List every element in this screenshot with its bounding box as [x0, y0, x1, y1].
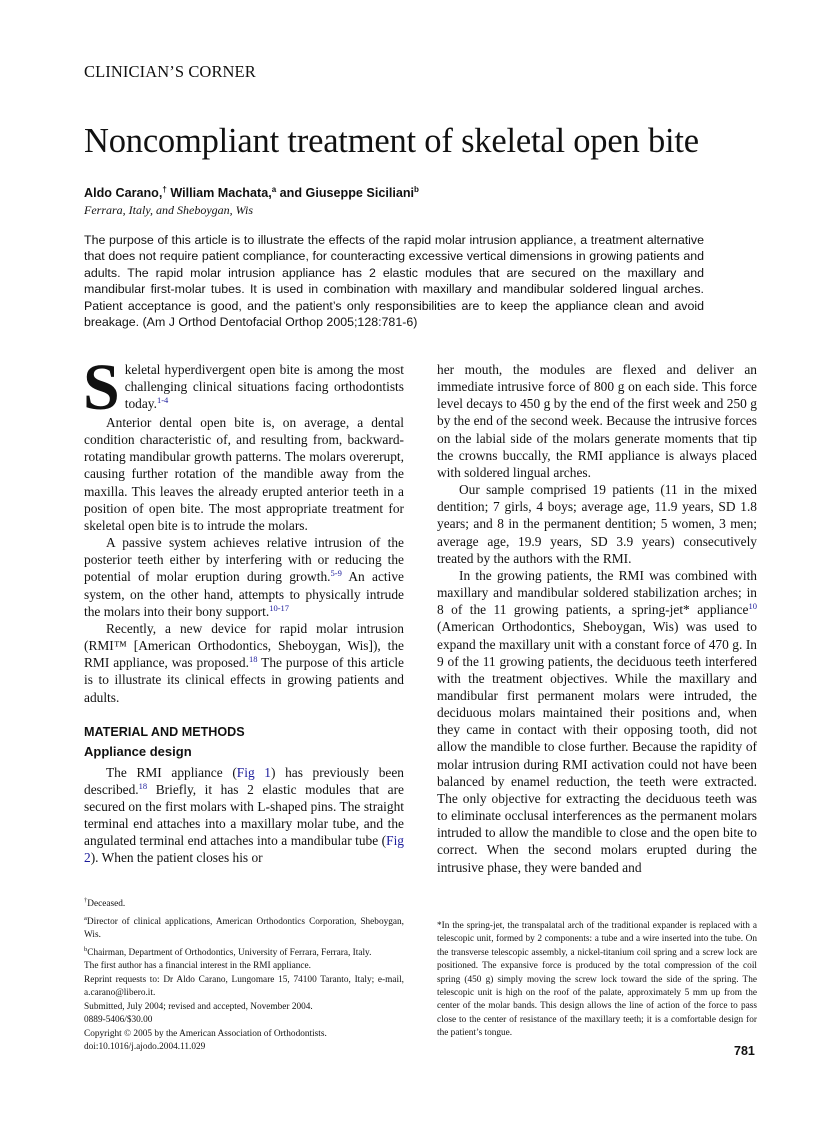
- drop-cap: S: [83, 351, 120, 424]
- footnote: [84, 943, 404, 961]
- paragraph-text: The RMI appliance (: [106, 764, 237, 780]
- author-list: [84, 185, 419, 200]
- intro-paragraph: [83, 351, 404, 424]
- figure-link[interactable]: Fig 2: [84, 833, 404, 866]
- footnote-mark: a: [84, 914, 87, 922]
- paragraph: her mouth, the modules are flexed and deliver an immediate intrusive force of 800 g on each side. This force level decays to 450 g by the end of the first week and 250 g by the end of the second week. Because the intrusive forces on the labial side of the molars generate moments that tip the crowns buccally, the RMI appliance is always placed with soldered lingual arches.: [437, 362, 757, 480]
- author-mark: b: [414, 185, 419, 194]
- footnotes-left: [84, 894, 404, 1055]
- figure-link[interactable]: Fig 1: [236, 764, 271, 780]
- footnote: 0889-5406/$30.00: [84, 1015, 153, 1026]
- paragraph: [84, 620, 404, 706]
- section-heading: MATERIAL AND METHODS: [84, 724, 245, 739]
- section-label: CLINICIAN’S CORNER: [84, 62, 256, 81]
- paragraph-text: Recently, a new device for rapid molar intrusion (RMI™ [American Orthodontics, Sheboygan, Wis]), the RMI appliance, was proposed.: [84, 620, 404, 671]
- reference-link[interactable]: 1-4: [156, 395, 169, 406]
- paragraph-text: ). When the patient closes his or: [90, 850, 263, 866]
- reference-link[interactable]: 5-9: [330, 568, 342, 579]
- left-column: [83, 351, 405, 867]
- reference-link[interactable]: 18: [138, 780, 148, 791]
- paragraph-text: keletal hyperdivergent open bite is among the most challenging clinical situations facing orthodontists today.: [124, 362, 404, 412]
- footnote-text: Director of clinical applications, American Orthodontics Corporation, Sheboygan, Wis.: [84, 916, 404, 941]
- author-mark: a: [271, 185, 277, 194]
- footnote: The first author has a financial interest in the RMI appliance.: [84, 961, 311, 972]
- footnote: [84, 894, 404, 912]
- footnote: Reprint requests to: Dr Aldo Carano, Lungomare 15, 74100 Taranto, Italy; e-mail, a.carano@libero.it.: [84, 974, 404, 999]
- paragraph-text: Briefly, it has 2 elastic modules that are secured on the first molars with L-shaped pins. The straight terminal end attaches into a maxillary molar tube, and the angulated terminal end attaches into a mandibular tube (: [84, 781, 404, 849]
- footnote-text: Deceased.: [87, 899, 126, 910]
- author-mark: †: [162, 185, 167, 194]
- author-name: and Giuseppe Siciliani: [276, 186, 415, 201]
- footnote-mark: b: [84, 945, 88, 953]
- reference-link[interactable]: 10-17: [269, 602, 290, 613]
- paragraph-text: An active system, on the other hand, attempts to physically intrude the molars into their bony support.: [84, 569, 404, 619]
- doi: doi:10.1016/j.ajodo.2004.11.029: [84, 1042, 206, 1053]
- footnote-mark: †: [84, 897, 88, 904]
- author-name: Aldo Carano,: [84, 186, 163, 201]
- paragraph-text: A passive system achieves relative intrusion of the posterior teeth either by interfering with or reducing the potential of molar eruption during growth.: [84, 535, 404, 585]
- footnote-spring-jet: *In the spring-jet, the transpalatal arch of the traditional expander is replaced with a telescopic unit, formed by 2 components: a tube and a wire inserted into the tube. On the transverse telescopic assembly, a nickel-titanium coil spring and a screw lock are positioned. The expansive force is produced by the total compression of the coil spring (450 g) simply moving the screw lock toward the side of the spring. The telescopic unit is high on the roof of the palate, approximately 5 mm up from the center of the molar bands. This design allows the line of action of the force to pass close to the center of resistance of the maxillary teeth; it is a comfortable design for the patient’s tongue.: [437, 921, 757, 1039]
- article-title: Noncompliant treatment of skeletal open bite: [84, 122, 699, 160]
- paragraph: [84, 764, 404, 867]
- author-name: William Machata,: [166, 186, 272, 201]
- reference-link[interactable]: 18: [248, 654, 258, 665]
- reference-link[interactable]: 10: [748, 601, 757, 612]
- paragraph-text: (American Orthodontics, Sheboygan, Wis) was used to expand the maxillary unit with a constant force of 470 g. In 9 of the 11 growing patients, the deciduous teeth interfered with the treatment objectives. While the maxillary and mandibular first permanent molars were intruded, the deciduous molars maintained their positions and, when they came in contact with their opposing tooth, did not allow the mandible to close further. Because the rapidity of molar intrusion during RMI activation could not have been balanced by enamel reduction, the teeth were extracted. The only objective for extracting the deciduous teeth was to eliminate occlusal interferences as the permanent molars intruded to allow the mandible to close and the open bite to correct. When the second molars erupted during the intrusive phase, they were banded and: [437, 619, 757, 875]
- paragraph: [437, 567, 757, 876]
- paragraph: [84, 534, 404, 620]
- affiliation: Ferrara, Italy, and Sheboygan, Wis: [84, 203, 253, 217]
- abstract: The purpose of this article is to illustrate the effects of the rapid molar intrusion appliance, a treatment alternative that does not require patient compliance, for counteracting excessive vertical dimensions in growing patients and adults. The rapid molar intrusion appliance has 2 elastic modules that are secured on the maxillary and mandibular first-molar tubes. It is used in combination with maxillary and mandibular soldered lingual arches. Patient acceptance is good, and the patient’s only responsibilities are to keep the appliance clean and avoid breakage. (Am J Orthod Dentofacial Orthop 2005;128:781-6): [84, 233, 704, 330]
- paragraph: Anterior dental open bite is, on average, a dental condition characteristic of, and resulting from, backward-rotating mandibular growth patterns. The molars overerupt, causing further rotation of the mandible away from the maxilla. This leaves the already erupted anterior teeth in a position of open bite. The most appropriate treatment for skeletal open bite is to intrude the molars.: [84, 415, 404, 533]
- paragraph-text: In the growing patients, the RMI was combined with maxillary and mandibular soldered stabilization arches; in 8 of the 11 growing patients, a spring-jet* appliance: [437, 567, 757, 618]
- subsection-heading: Appliance design: [84, 743, 192, 759]
- footnote: [84, 912, 404, 943]
- paragraph-text: The purpose of this article is to illustrate its clinical effects in growing patients and adults.: [84, 655, 404, 705]
- paragraph-text: ) has previously been described.: [84, 764, 405, 797]
- footnote-text: Chairman, Department of Orthodontics, University of Ferrara, Ferrara, Italy.: [87, 947, 372, 958]
- page-number: 781: [734, 1044, 755, 1058]
- footnote: Submitted, July 2004; revised and accepted, November 2004.: [84, 1001, 313, 1012]
- paragraph: Our sample comprised 19 patients (11 in the mixed dentition; 7 girls, 4 boys; average age, 11.9 years, SD 1.8 years; and 8 in the permanent dentition; 5 women, 3 men; average age, 19.9 years, SD 3.9 years) consecutively treated by the authors with the RMI.: [437, 482, 757, 566]
- footnote: Copyright © 2005 by the American Association of Orthodontists.: [84, 1028, 327, 1039]
- right-column: [437, 361, 757, 876]
